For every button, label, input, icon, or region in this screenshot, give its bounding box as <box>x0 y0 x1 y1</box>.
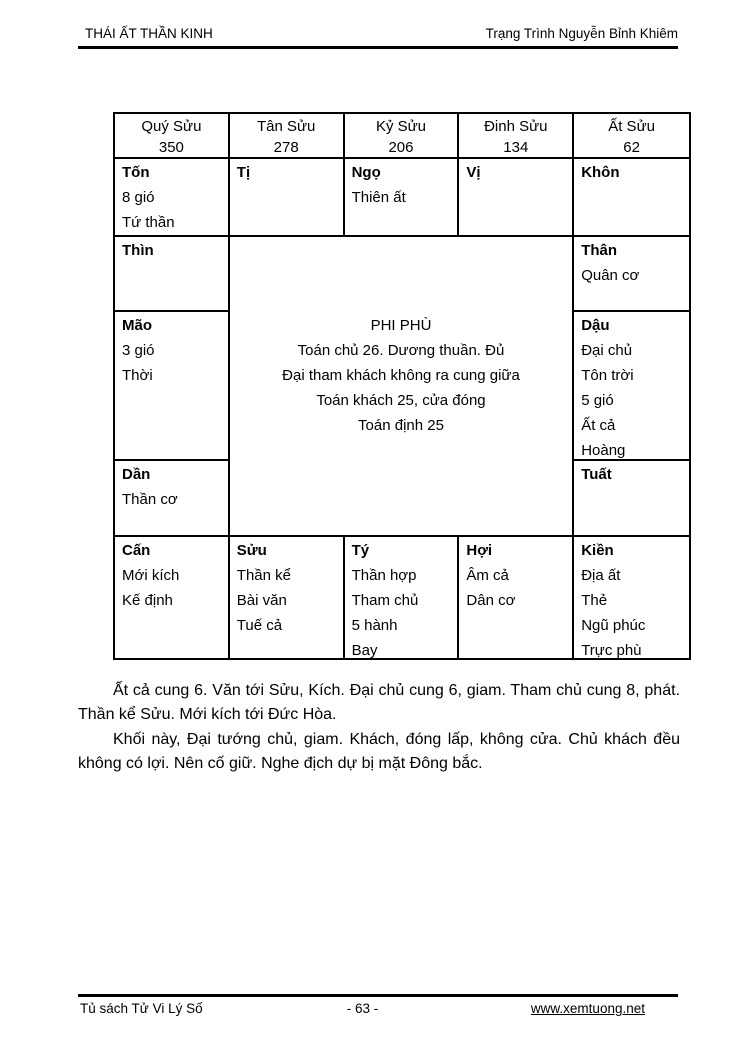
page-footer <box>78 994 678 1016</box>
palace-line: Mới kích <box>122 567 180 584</box>
paragraph-1: Ất cả cung 6. Văn tới Sửu, Kích. Đại chủ cung 6, giam. Tham chủ cung 8, phát. Thần kể Sửu. Mới kích tới Đức Hòa. <box>78 682 680 723</box>
footer-series-title: Tủ sách Tử Vi Lý Số <box>80 1001 203 1016</box>
paragraph-2: Khối này, Đại tướng chủ, giam. Khách, đóng lấp, không cửa. Chủ khách đều không có lợi. Nên cố giữ. Nghe địch dự bị mặt Đông bắc. <box>78 731 680 772</box>
palace-cell-ti <box>230 159 345 237</box>
palace-cell-thin <box>115 237 230 312</box>
palace-line: Bay <box>351 642 378 658</box>
palace-label: Cấn <box>122 542 151 559</box>
palace-line: Tham chủ <box>351 592 419 609</box>
palace-line: Ất cả <box>581 417 616 434</box>
palace-line: Tôn trời <box>581 367 634 384</box>
palace-label: Thân <box>581 242 618 259</box>
palace-cell-dau <box>574 312 689 461</box>
palace-cell-dan <box>115 461 230 537</box>
palace-label: Tị <box>236 164 251 181</box>
palace-line: Địa ất <box>581 567 621 584</box>
palace-label: Ngọ <box>351 164 381 181</box>
palace-line: Thẻ <box>581 592 608 609</box>
palace-cell-ty <box>345 537 460 658</box>
center-panel <box>230 237 574 537</box>
column-title: Ất Sửu <box>608 118 655 135</box>
palace-label: Dần <box>122 466 151 483</box>
palace-line: Dân cơ <box>466 592 516 609</box>
center-line: Toán chủ 26. Dương thuần. Đủ <box>297 341 505 359</box>
column-value: 350 <box>158 139 184 156</box>
palace-label: Sửu <box>236 542 267 559</box>
palace-line: 8 gió <box>122 189 155 206</box>
website-link[interactable]: www.xemtuong.net <box>530 1001 645 1016</box>
palace-line: Hoàng <box>581 442 626 459</box>
palace-cell-can <box>115 537 230 658</box>
center-title: PHI PHÙ <box>370 316 432 334</box>
palace-label: Hợi <box>466 542 493 559</box>
page-number: - 63 - <box>346 1001 379 1016</box>
column-value: 206 <box>388 139 414 156</box>
center-line: Đại tham khách không ra cung giữa <box>282 366 520 384</box>
palace-line: Kế định <box>122 592 173 609</box>
palace-line: Thần hợp <box>351 567 417 584</box>
palace-line: Thần cơ <box>122 491 178 508</box>
center-line: Toán khách 25, cửa đóng <box>316 391 486 409</box>
palace-label: Kiền <box>581 542 614 559</box>
palace-label: Dậu <box>581 317 610 334</box>
column-cell-dinh-suu <box>459 114 574 159</box>
palace-cell-khon <box>574 159 689 237</box>
column-title: Đinh Sửu <box>484 118 548 135</box>
column-cell-ky-suu <box>345 114 460 159</box>
book-title: THÁI ẤT THẦN KINH <box>85 26 213 41</box>
palace-label: Tý <box>351 542 370 559</box>
palace-label: Mão <box>122 317 152 334</box>
author-name: Trạng Trình Nguyễn Bỉnh Khiêm <box>485 26 678 41</box>
palace-line: Bài văn <box>236 592 287 609</box>
palace-cell-hoi <box>459 537 574 658</box>
palace-line: 5 gió <box>581 392 614 409</box>
palace-line: Đại chủ <box>581 342 633 359</box>
palace-line: 3 gió <box>122 342 155 359</box>
palace-cell-suu <box>230 537 345 658</box>
palace-line: Tuế cả <box>236 617 283 634</box>
palace-line: Ngũ phúc <box>581 617 646 634</box>
column-cell-tan-suu <box>230 114 345 159</box>
thai-at-chart <box>113 112 691 660</box>
palace-line: Quân cơ <box>581 267 640 284</box>
column-value: 62 <box>623 139 640 156</box>
palace-cell-tuat <box>574 461 689 537</box>
palace-cell-ton <box>115 159 230 237</box>
palace-cell-vi <box>459 159 574 237</box>
column-title: Tân Sửu <box>256 118 316 135</box>
column-title: Kỷ Sửu <box>375 118 427 135</box>
palace-cell-ngo <box>345 159 460 237</box>
page-header <box>78 26 678 49</box>
center-line: Toán định 25 <box>358 416 444 434</box>
palace-cell-kien <box>574 537 689 658</box>
palace-line: 5 hành <box>351 617 398 634</box>
palace-label: Vị <box>466 164 481 181</box>
palace-line: Trực phù <box>581 642 642 658</box>
palace-line: Thần kể <box>236 567 291 584</box>
palace-label: Tuất <box>581 466 612 483</box>
palace-label: Khôn <box>581 164 620 181</box>
palace-cell-than <box>574 237 689 312</box>
palace-line: Thời <box>122 367 153 384</box>
palace-label: Thìn <box>122 242 154 259</box>
palace-line: Thiên ất <box>351 189 406 206</box>
column-title: Quý Sửu <box>141 118 202 135</box>
commentary-text <box>78 679 680 777</box>
column-value: 134 <box>503 139 529 156</box>
column-value: 278 <box>273 139 299 156</box>
column-cell-quy-suu <box>115 114 230 159</box>
palace-line: Tứ thần <box>122 214 175 231</box>
palace-label: Tốn <box>122 164 150 181</box>
palace-cell-mao <box>115 312 230 461</box>
palace-line: Âm cả <box>466 567 509 584</box>
column-cell-at-suu <box>574 114 689 159</box>
